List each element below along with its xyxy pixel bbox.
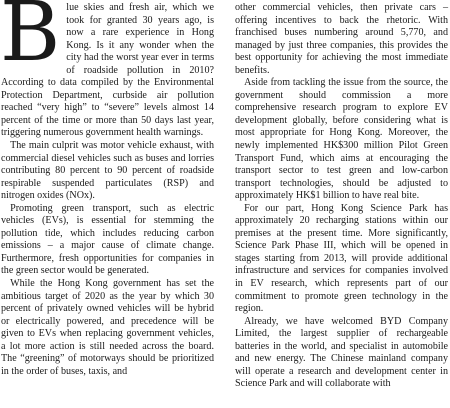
paragraph-1-text: lue skies and fresh air, which we took for granted 30 years ago, is now a rare experience in Hong Kong. Is it any wonder when the city had the worst year ever in terms of roadside pollution in 2010? According to data compiled by the Environmental Protection Department, curbside air pollution reached “very high” to “severe” levels almost 14 percent of the time or more than 50 days last year, triggering numerous government health warnings.: [1, 2, 214, 139]
paragraph-1: [1, 2, 214, 140]
paragraph-7: For our part, Hong Kong Science Park has approximately 20 recharging stations within our premises at the present time. More significantly, Science Park Phase III, which will be opened in stages starting from 2013, will provide additional infrastructure and services for companies involved in EV research, which represents part of our commitment to promote green technology in the region.: [235, 202, 448, 315]
paragraph-2: The main culprit was motor vehicle exhaust, with commercial diesel vehicles such as buses and lorries contributing 80 percent to 90 percent of roadside respirable suspended particulates (RSP) and nitrogen oxides (NOx).: [1, 140, 214, 202]
paragraph-5: other commercial vehicles, then private cars – offering incentives to back the rhetoric. With franchised buses numbering around 5,770, and managed by just three companies, this provides the best opportunity for achieving the most immediate benefits.: [235, 2, 448, 76]
drop-cap: B: [0, 0, 61, 80]
paragraph-8: Already, we have welcomed BYD Company Limited, the largest supplier of rechargeable batteries in the world, and specialist in automobile and new energy. The Chinese mainland company will operate a research and development center in Science Park and will collaborate with: [235, 315, 448, 390]
paragraph-6: Aside from tackling the issue from the source, the government should commission a more comprehensive research program to explore EV development globally, before considering what is most appropriate for Hong Kong. Moreover, the newly implemented HK$300 million Pilot Green Transport Fund, which aims at encouraging the transport sector to test green and low-carbon transport technologies, should be adjusted to approximately HK$1 billion to have real bite.: [235, 77, 448, 202]
article-column-right: [235, 2, 448, 391]
paragraph-4: While the Hong Kong government has set the ambitious target of 2020 as the year by which 30 percent of privately owned vehicles will be hybrid or electrically powered, and precedence will be given to EVs when replacing government vehicles, a lot more action is still needed across the board. The “greening” of motorways should be prioritized in the order of buses, taxis, and: [1, 278, 214, 377]
paragraph-3: Promoting green transport, such as electric vehicles (EVs), is essential for stemming the pollution tide, which includes reducing carbon emissions – a major cause of climate change. Furthermore, fresh opportunities for companies in the green sector would be generated.: [1, 202, 214, 277]
article-column-left: [1, 2, 214, 378]
